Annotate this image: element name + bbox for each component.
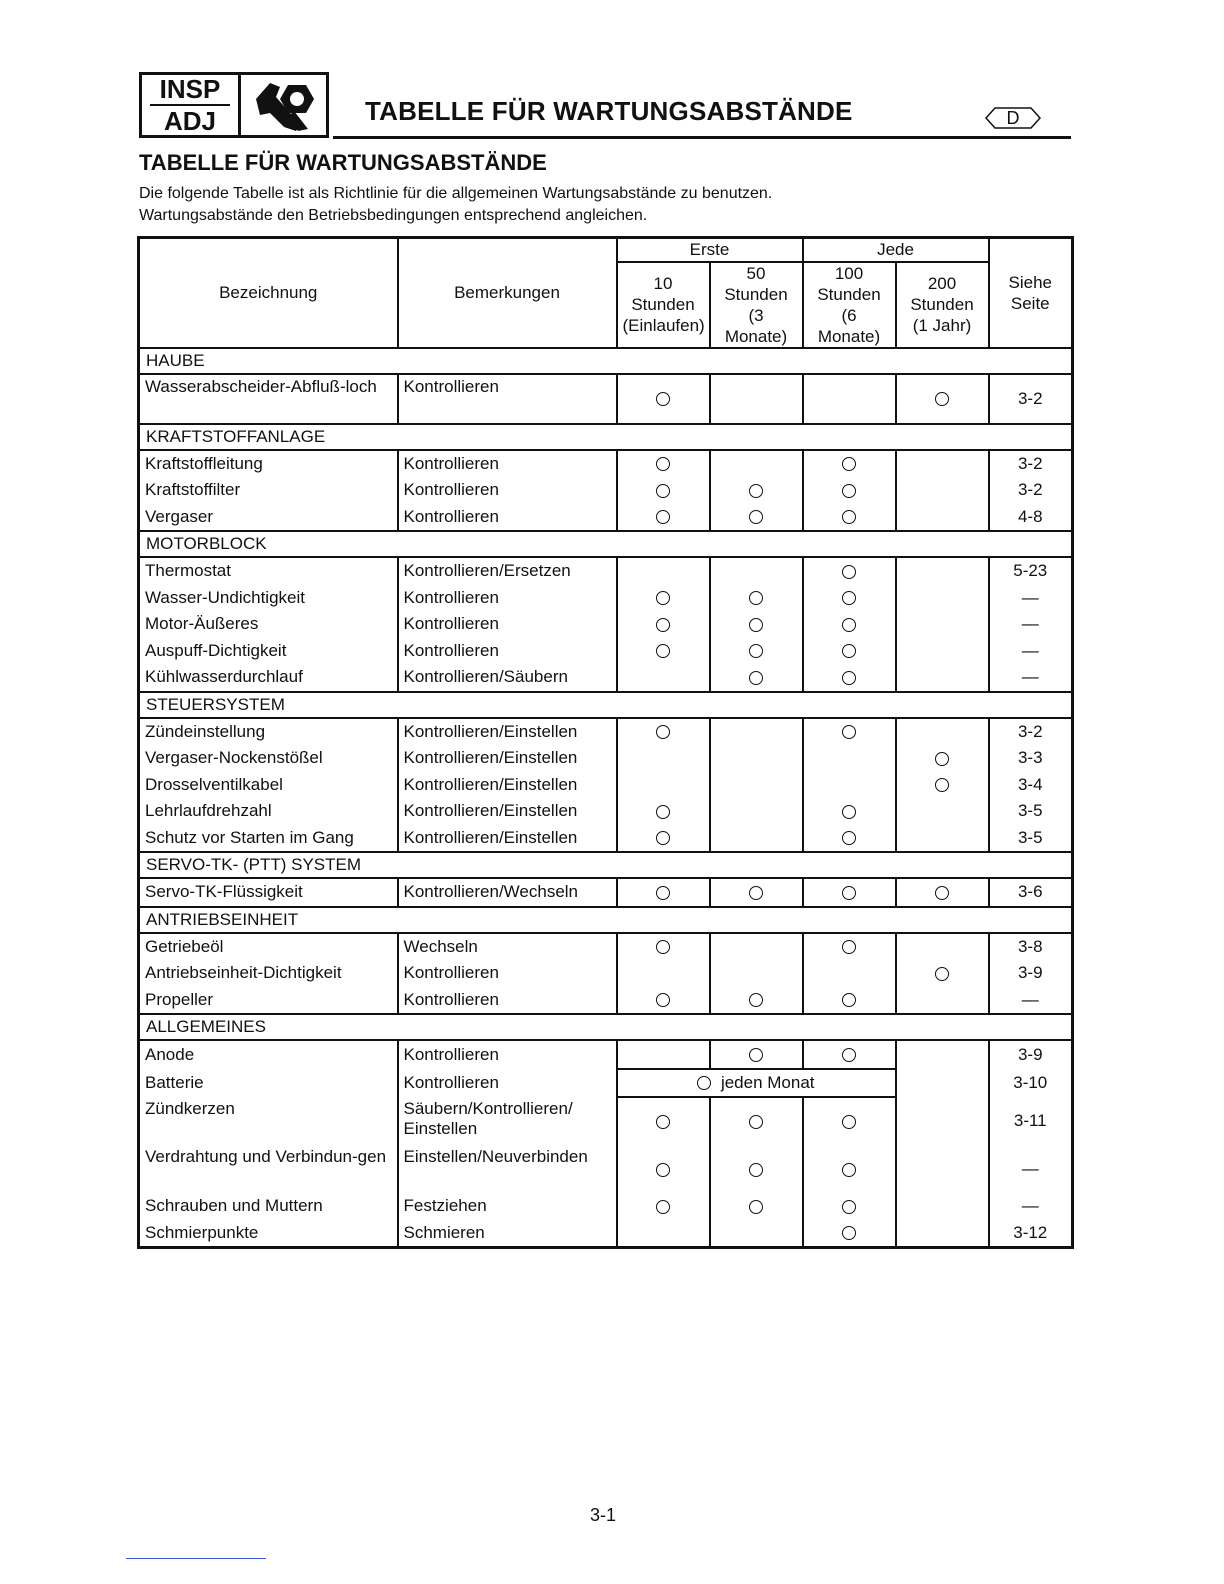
- interval-200-header: 200 Stunden (1 Jahr): [896, 262, 989, 348]
- circle-mark: [656, 618, 670, 632]
- circle-mark: [842, 1048, 856, 1062]
- page-header: [137, 70, 1072, 140]
- table-row: Vergaser-Nockenstößel Kontrollieren/Einstellen 3-3: [139, 745, 1073, 772]
- table-row: Servo-TK-Flüssigkeit Kontrollieren/Wechseln 3-6: [139, 878, 1073, 907]
- circle-mark: [842, 1200, 856, 1214]
- circle-mark: [749, 618, 763, 632]
- interval-50-header: 50 Stunden (3 Monate): [710, 262, 803, 348]
- circle-mark: [749, 510, 763, 524]
- table-row: Anode Kontrollieren 3-9: [139, 1040, 1073, 1069]
- circle-mark: [842, 993, 856, 1007]
- table-row: Kraftstoffilter Kontrollieren 3-2: [139, 477, 1073, 504]
- table-row: Auspuff-Dichtigkeit Kontrollieren —: [139, 638, 1073, 665]
- table-row: Schmierpunkte Schmieren 3-12: [139, 1220, 1073, 1248]
- header-rule: [333, 136, 1071, 139]
- circle-mark: [842, 831, 856, 845]
- circle-mark: [749, 671, 763, 685]
- circle-mark: [656, 1200, 670, 1214]
- footer-rule: [126, 1558, 266, 1559]
- circle-mark: [842, 1115, 856, 1129]
- table-row: Wasser-Undichtigkeit Kontrollieren —: [139, 585, 1073, 612]
- circle-mark: [749, 1163, 763, 1177]
- circle-mark: [749, 644, 763, 658]
- circle-mark: [935, 967, 949, 981]
- circle-mark: [935, 778, 949, 792]
- circle-mark: [842, 1226, 856, 1240]
- circle-mark: [842, 940, 856, 954]
- col-remarks-header: Bemerkungen: [398, 238, 617, 348]
- circle-mark: [842, 510, 856, 524]
- intro-line-2: Wartungsabstände den Betriebsbedingungen entsprechend angleichen.: [139, 207, 648, 224]
- table-row: Motor-Äußeres Kontrollieren —: [139, 611, 1073, 638]
- group-first-header: Erste: [617, 238, 803, 262]
- page-number: 3-1: [590, 1505, 617, 1525]
- category-row: MOTORBLOCK: [139, 531, 1073, 557]
- circle-mark: [935, 752, 949, 766]
- circle-mark: [749, 484, 763, 498]
- table-row: Zündeinstellung Kontrollieren/Einstellen 3-2: [139, 718, 1073, 746]
- interval-10-header: 10 Stunden (Einlaufen): [617, 262, 710, 348]
- category-row: ALLGEMEINES: [139, 1014, 1073, 1040]
- circle-mark: [749, 886, 763, 900]
- table-row: Drosselventilkabel Kontrollieren/Einstellen 3-4: [139, 772, 1073, 799]
- category-row: KRAFTSTOFFANLAGE: [139, 424, 1073, 450]
- category-row: STEUERSYSTEM: [139, 692, 1073, 718]
- table-row: Schutz vor Starten im Gang Kontrollieren/Einstellen 3-5: [139, 825, 1073, 853]
- circle-mark: [842, 725, 856, 739]
- circle-mark: [935, 392, 949, 406]
- circle-mark: [656, 1163, 670, 1177]
- table-row: Lehrlaufdrehzahl Kontrollieren/Einstellen 3-5: [139, 798, 1073, 825]
- table-row: Zündkerzen Säubern/Kontrollieren/ Einstellen 3-11: [139, 1097, 1073, 1145]
- circle-mark: [842, 591, 856, 605]
- circle-mark: [842, 1163, 856, 1177]
- circle-mark: [656, 725, 670, 739]
- category-row: HAUBE: [139, 348, 1073, 374]
- header-title: TABELLE FÜR WARTUNGSABSTÄNDE: [365, 96, 853, 126]
- circle-mark: [656, 831, 670, 845]
- circle-mark: [656, 993, 670, 1007]
- monthly-cell: jeden Monat: [617, 1069, 896, 1098]
- circle-mark: [842, 805, 856, 819]
- circle-mark: [656, 392, 670, 406]
- circle-mark: [656, 510, 670, 524]
- circle-mark: [842, 484, 856, 498]
- circle-mark: [656, 886, 670, 900]
- table-row: Batterie Kontrollieren jeden Monat 3-10: [139, 1069, 1073, 1098]
- insp-adj-badge: [139, 72, 329, 138]
- circle-mark: [749, 1048, 763, 1062]
- circle-mark: [842, 457, 856, 471]
- table-row: Propeller Kontrollieren —: [139, 987, 1073, 1015]
- table-row: Thermostat Kontrollieren/Ersetzen 5-23: [139, 557, 1073, 585]
- circle-mark: [842, 565, 856, 579]
- badge-bottom-text: ADJ: [163, 106, 216, 136]
- category-row: ANTRIEBSEINHEIT: [139, 907, 1073, 933]
- badge-top-text: INSP: [159, 74, 221, 104]
- circle-mark: [842, 618, 856, 632]
- group-every-header: Jede: [803, 238, 989, 262]
- circle-mark: [842, 644, 856, 658]
- circle-mark: [656, 940, 670, 954]
- circle-mark: [749, 591, 763, 605]
- circle-mark: [935, 886, 949, 900]
- circle-mark: [749, 1200, 763, 1214]
- table-row: Vergaser Kontrollieren 4-8: [139, 504, 1073, 532]
- language-badge: [985, 107, 1041, 129]
- maintenance-table: [137, 236, 1074, 1249]
- intro-line-1: Die folgende Tabelle ist als Richtlinie für die allgemeinen Wartungsabstände zu benutzen.: [139, 185, 773, 202]
- circle-mark: [656, 1115, 670, 1129]
- circle-mark: [749, 993, 763, 1007]
- interval-100-header: 100 Stunden (6 Monate): [803, 262, 896, 348]
- table-row: Wasserabscheider-Abfluß-loch Kontrollieren 3-2: [139, 374, 1073, 424]
- circle-mark: [842, 671, 856, 685]
- circle-mark: [656, 484, 670, 498]
- circle-mark: [749, 1115, 763, 1129]
- col-name-header: Bezeichnung: [139, 238, 398, 348]
- circle-mark: [697, 1076, 711, 1090]
- table-row: Getriebeöl Wechseln 3-8: [139, 933, 1073, 961]
- category-row: SERVO-TK- (PTT) SYSTEM: [139, 852, 1073, 878]
- circle-mark: [656, 805, 670, 819]
- col-page-header: Siehe Seite: [989, 238, 1073, 348]
- table-row: Kühlwasserdurchlauf Kontrollieren/Säubern —: [139, 664, 1073, 692]
- circle-mark: [656, 644, 670, 658]
- circle-mark: [842, 886, 856, 900]
- circle-mark: [656, 591, 670, 605]
- table-row: Schrauben und Muttern Festziehen —: [139, 1193, 1073, 1220]
- wrench-nut-icon: [241, 75, 326, 135]
- table-row: Kraftstoffleitung Kontrollieren 3-2: [139, 450, 1073, 478]
- table-row: Verdrahtung und Verbindun-gen Einstellen/Neuverbinden —: [139, 1145, 1073, 1193]
- section-title: TABELLE FÜR WARTUNGSABSTÄNDE: [139, 150, 547, 175]
- table-row: Antriebseinheit-Dichtigkeit Kontrollieren 3-9: [139, 960, 1073, 987]
- circle-mark: [656, 457, 670, 471]
- badge-text: [142, 75, 241, 135]
- intro-text: [139, 183, 772, 227]
- language-code: D: [1006, 108, 1020, 128]
